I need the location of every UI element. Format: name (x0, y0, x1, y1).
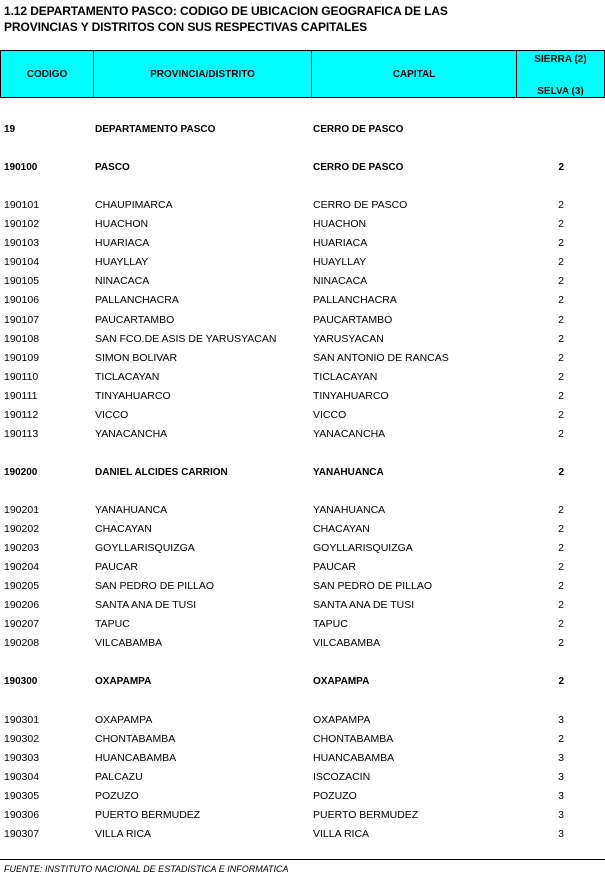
row-capital: VILCABAMBA (313, 637, 381, 649)
row-nombre: TAPUC (95, 618, 130, 630)
row-nombre: CHACAYAN (95, 523, 152, 535)
row-region: 2 (558, 676, 564, 687)
table-row (0, 634, 605, 653)
row-nombre: HUARIACA (95, 237, 150, 249)
row-codigo: 190205 (4, 580, 40, 592)
row-capital: NINACACA (313, 275, 368, 287)
row-nombre: VICCO (95, 409, 129, 421)
row-codigo: 190202 (4, 523, 40, 535)
row-nombre: GOYLLARISQUIZGA (95, 542, 195, 554)
row-region: 2 (558, 618, 564, 630)
row-codigo: 190107 (4, 314, 40, 326)
row-region: 2 (558, 733, 564, 745)
row-region: 2 (558, 275, 564, 287)
row-region: 2 (558, 561, 564, 573)
row-capital: HUACHON (313, 218, 367, 230)
row-capital: YANAHUANCA (313, 504, 386, 516)
row-region: 2 (558, 428, 564, 440)
row-codigo: 190306 (4, 809, 40, 821)
row-region: 2 (558, 580, 564, 592)
header-provincia: PROVINCIA/DISTRITO (93, 50, 312, 98)
row-capital: YANAHUANCA (313, 467, 384, 478)
row-capital: VILLA RICA (313, 828, 370, 840)
row-nombre: YANAHUANCA (95, 504, 168, 516)
table-row (0, 253, 605, 272)
row-codigo: 190112 (4, 409, 39, 421)
row-capital: SAN ANTONIO DE RANCAS (313, 352, 449, 364)
row-nombre: CHAUPIMARCA (95, 199, 173, 211)
row-region: 2 (558, 467, 564, 478)
row-capital: CERRO DE PASCO (313, 199, 408, 211)
row-capital: TINYAHUARCO (313, 390, 389, 402)
table-row (0, 596, 605, 615)
header-region (516, 50, 605, 98)
row-region: 2 (558, 294, 564, 306)
row-nombre: PALLANCHACRA (95, 294, 179, 306)
row-region: 2 (558, 390, 564, 402)
row-region: 2 (558, 523, 564, 535)
row-codigo: 190108 (4, 333, 40, 345)
table-row (0, 711, 605, 730)
row-codigo: 190303 (4, 752, 40, 764)
row-codigo: 190207 (4, 618, 40, 630)
document-title (4, 3, 602, 35)
row-region: 2 (558, 371, 564, 383)
row-codigo: 190305 (4, 790, 40, 802)
row-nombre: OXAPAMPA (95, 714, 153, 726)
table-row (0, 368, 605, 387)
row-region: 3 (558, 752, 564, 764)
row-nombre: SIMON BOLIVAR (95, 352, 178, 364)
row-capital: HUANCABAMBA (313, 752, 395, 764)
row-codigo: 190111 (4, 390, 38, 402)
row-capital: PAUCAR (313, 561, 356, 573)
row-region: 2 (558, 542, 564, 554)
header-capital: CAPITAL (311, 50, 517, 98)
row-nombre: VILCABAMBA (95, 637, 163, 649)
table-row (0, 520, 605, 539)
row-nombre: HUANCABAMBA (95, 752, 177, 764)
row-nombre: HUACHON (95, 218, 149, 230)
header-codigo: CODIGO (0, 50, 94, 98)
row-codigo: 190101 (4, 199, 40, 211)
row-capital: PALLANCHACRA (313, 294, 397, 306)
row-codigo: 190200 (4, 467, 38, 478)
row-nombre: CHONTABAMBA (95, 733, 176, 745)
table-row (0, 730, 605, 749)
row-capital: VICCO (313, 409, 347, 421)
row-codigo: 190100 (4, 162, 38, 173)
row-capital: OXAPAMPA (313, 676, 370, 687)
table-row (0, 215, 605, 234)
table-row (0, 291, 605, 310)
row-nombre: TINYAHUARCO (95, 390, 171, 402)
row-capital: ISCOZACIN (313, 771, 371, 783)
source-footnote: FUENTE: INSTITUTO NACIONAL DE ESTADISTICA E INFORMATICA (4, 864, 289, 874)
row-nombre: OXAPAMPA (95, 676, 152, 687)
row-nombre: PAUCAR (95, 561, 138, 573)
row-codigo: 190109 (4, 352, 40, 364)
table-row (0, 749, 605, 768)
row-capital: YARUSYACAN (313, 333, 384, 345)
table-row (0, 577, 605, 596)
row-nombre: YANACANCHA (95, 428, 168, 440)
row-capital: PUERTO BERMUDEZ (313, 809, 419, 821)
row-codigo: 19 (4, 124, 16, 135)
table-row (0, 615, 605, 634)
row-capital: TICLACAYAN (313, 371, 378, 383)
row-codigo: 190105 (4, 275, 40, 287)
row-capital: HUAYLLAY (313, 256, 367, 268)
row-region: 2 (558, 199, 564, 211)
row-codigo: 190206 (4, 599, 40, 611)
row-region: 2 (558, 504, 564, 516)
row-region: 2 (558, 237, 564, 249)
row-region: 2 (558, 314, 564, 326)
row-capital: TAPUC (313, 618, 348, 630)
row-nombre: SAN PEDRO DE PILLAO (95, 580, 215, 592)
table-row (0, 768, 605, 787)
row-codigo: 190204 (4, 561, 40, 573)
row-region: 2 (558, 256, 564, 268)
row-codigo: 190104 (4, 256, 40, 268)
table-row (0, 672, 605, 691)
row-codigo: 190307 (4, 828, 40, 840)
table-row (0, 463, 605, 482)
header-sierra: SIERRA (2) (534, 54, 587, 65)
row-capital: GOYLLARISQUIZGA (313, 542, 413, 554)
row-codigo: 190301 (4, 714, 40, 726)
row-capital: CHONTABAMBA (313, 733, 394, 745)
row-capital: CERRO DE PASCO (313, 124, 404, 135)
row-region: 2 (558, 409, 564, 421)
row-capital: CHACAYAN (313, 523, 370, 535)
table-row (0, 406, 605, 425)
row-region: 2 (558, 333, 564, 345)
row-nombre: PUERTO BERMUDEZ (95, 809, 201, 821)
row-codigo: 190103 (4, 237, 40, 249)
row-region: 2 (558, 637, 564, 649)
row-region: 2 (558, 162, 564, 173)
table-row (0, 272, 605, 291)
table-row (0, 330, 605, 349)
table-row (0, 387, 605, 406)
table-row (0, 787, 605, 806)
row-capital: SAN PEDRO DE PILLAO (313, 580, 433, 592)
table-row (0, 539, 605, 558)
table-row (0, 501, 605, 520)
footer-divider (0, 859, 605, 860)
table-row (0, 558, 605, 577)
row-capital: POZUZO (313, 790, 357, 802)
table-row (0, 425, 605, 444)
table-row (0, 825, 605, 844)
table-row (0, 196, 605, 215)
row-region: 2 (558, 218, 564, 230)
row-codigo: 190102 (4, 218, 40, 230)
row-capital: SANTA ANA DE TUSI (313, 599, 415, 611)
row-region: 2 (558, 352, 564, 364)
row-capital: CERRO DE PASCO (313, 162, 404, 173)
row-nombre: NINACACA (95, 275, 150, 287)
row-codigo: 190106 (4, 294, 40, 306)
row-codigo: 190304 (4, 771, 40, 783)
row-codigo: 190203 (4, 542, 40, 554)
row-nombre: VILLA RICA (95, 828, 152, 840)
row-codigo: 190300 (4, 676, 38, 687)
row-nombre: SANTA ANA DE TUSI (95, 599, 197, 611)
row-nombre: DANIEL ALCIDES CARRION (95, 467, 228, 478)
table-row (0, 806, 605, 825)
row-region: 3 (558, 828, 564, 840)
table-row (0, 234, 605, 253)
row-capital: HUARIACA (313, 237, 368, 249)
row-codigo: 190113 (4, 428, 39, 440)
row-region: 3 (558, 790, 564, 802)
row-nombre: DEPARTAMENTO PASCO (95, 124, 216, 135)
row-nombre: POZUZO (95, 790, 139, 802)
header-selva: SELVA (3) (537, 86, 584, 97)
row-region: 3 (558, 809, 564, 821)
row-nombre: PAUCARTAMBO (95, 314, 175, 326)
row-nombre: PALCAZU (95, 771, 143, 783)
title-line-1: 1.12 DEPARTAMENTO PASCO: CODIGO DE UBICACION GEOGRAFICA DE LAS (4, 4, 448, 18)
table-row (0, 120, 605, 139)
row-region: 3 (558, 714, 564, 726)
row-codigo: 190302 (4, 733, 40, 745)
row-codigo: 190208 (4, 637, 40, 649)
row-nombre: PASCO (95, 162, 130, 173)
row-codigo: 190110 (4, 371, 39, 383)
row-capital: OXAPAMPA (313, 714, 371, 726)
table-row (0, 311, 605, 330)
title-line-2: PROVINCIAS Y DISTRITOS CON SUS RESPECTIVAS CAPITALES (4, 20, 368, 34)
table-row (0, 158, 605, 177)
row-region: 2 (558, 599, 564, 611)
row-region: 3 (558, 771, 564, 783)
row-nombre: TICLACAYAN (95, 371, 160, 383)
row-nombre: HUAYLLAY (95, 256, 149, 268)
table-row (0, 349, 605, 368)
row-capital: YANACANCHA (313, 428, 386, 440)
row-nombre: SAN FCO.DE ASIS DE YARUSYACAN (95, 333, 277, 345)
row-capital: PAUCARTAMBO (313, 314, 393, 326)
row-codigo: 190201 (4, 504, 40, 516)
